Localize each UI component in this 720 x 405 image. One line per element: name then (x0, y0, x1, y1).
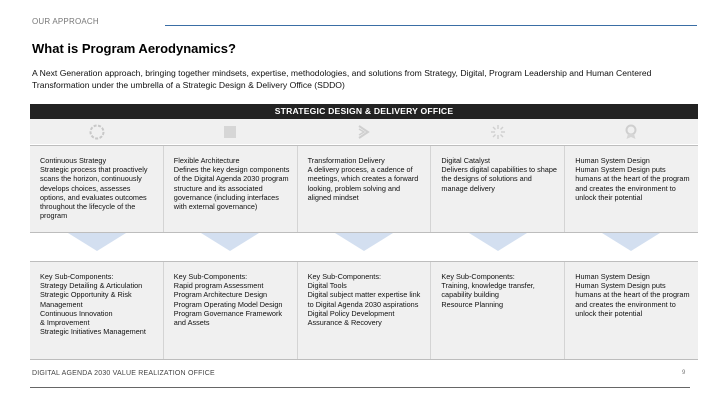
cell-line: Program Operating Model Design (173, 299, 283, 309)
footer-divider (30, 387, 690, 388)
icon-cell-1 (30, 119, 164, 144)
subcomponents-cell-human (565, 262, 698, 359)
cell-line: Continuous Innovation (40, 308, 113, 318)
icon-cell-2 (164, 119, 298, 144)
cell-line: Human System Design puts humans at the heart of the program and creates the environment to unlock their potential (575, 281, 690, 318)
description-cell-human (565, 146, 698, 232)
cell-line: Program Governance Framework and Assets (173, 308, 283, 328)
cell-line: Resource Planning (441, 299, 504, 309)
circle-ring-icon (88, 123, 106, 141)
section-label: OUR APPROACH (32, 17, 99, 26)
award-icon (622, 123, 640, 141)
office-banner: STRATEGIC DESIGN & DELIVERY OFFICE (30, 104, 698, 119)
description-cell-architecture (164, 146, 298, 232)
icon-cell-5 (564, 119, 698, 144)
description-cell-strategy (30, 146, 164, 232)
cell-line: Program Architecture Design (173, 290, 268, 300)
icon-cell-3 (297, 119, 431, 144)
cell-line: Human System Design (575, 272, 650, 281)
description-cell-catalyst (431, 146, 565, 232)
cell-line: Strategy Detailing & Articulation (40, 281, 143, 291)
down-arrow-icon (602, 233, 660, 251)
footer-office-label: DIGITAL AGENDA 2030 VALUE REALIZATION OFFICE (32, 370, 215, 377)
chevron-stripes-icon (355, 123, 373, 141)
cell-line: Digital Catalyst (441, 156, 491, 165)
cell-line: Key Sub-Components: (173, 272, 248, 281)
down-arrow-icon (469, 233, 527, 251)
divider-line (30, 359, 698, 360)
cell-line: Continuous Strategy (40, 156, 107, 165)
cell-line: Transformation Delivery (307, 156, 385, 165)
square-icon (221, 123, 239, 141)
icon-cell-4 (431, 119, 565, 144)
cell-line: & Improvement (40, 318, 90, 328)
cell-line: Key Sub-Components: (441, 272, 515, 281)
header-divider (165, 25, 697, 26)
cell-line: Key Sub-Components: (307, 272, 382, 281)
description-row (30, 146, 698, 232)
cell-line: Digital subject matter expertise link to Digital Agenda 2030 aspirations (307, 290, 421, 309)
subcomponents-cell-catalyst (431, 262, 565, 359)
subcomponents-cell-strategy (30, 262, 164, 359)
cell-line: Assurance & Recovery (307, 318, 382, 328)
down-arrow-icon (335, 233, 393, 251)
down-arrow-icon (68, 233, 126, 251)
cell-line: Rapid program Assessment (173, 281, 264, 291)
cell-line: Strategic process that proactively scans the horizon, continuously develops choices, assesses options, and evaluates outcomes throughout the lifecycle of the program (40, 165, 148, 221)
cell-line: Flexible Architecture (173, 156, 240, 165)
cell-line: Human System Design (575, 156, 650, 165)
page-subtitle: A Next Generation approach, bringing together mindsets, expertise, methodologies, and solutions from Strategy, Digital, Program Leadership and Human Centered Transformation under the umbrella of a Strategic Design & Delivery Office (SDDO) (32, 68, 652, 90)
cell-line: Digital Tools (307, 281, 347, 291)
cell-line: Digital Policy Development (307, 308, 395, 318)
down-arrow-icon (201, 233, 259, 251)
cell-line: Delivers digital capabilities to shape the designs of solutions and manage delivery (441, 165, 557, 193)
page-title: What is Program Aerodynamics? (32, 41, 236, 56)
cell-line: Strategic Initiatives Management (40, 327, 146, 337)
cell-line: Defines the key design components of the Digital Agenda 2030 program structure and its associated governance (including interfaces with external governance) (173, 165, 290, 212)
icon-row (30, 119, 698, 144)
subcomponents-cell-architecture (164, 262, 298, 359)
description-cell-delivery (298, 146, 432, 232)
cell-line: A delivery process, a cadence of meetings, which creates a forward looking, problem solving and aligned mindset (307, 165, 419, 202)
cell-line: Human System Design puts humans at the heart of the program and creates the environment to unlock their potential (575, 165, 690, 202)
page-number: 9 (682, 370, 686, 376)
cell-line: Training, knowledge transfer, capability building (441, 281, 535, 300)
subcomponents-row (30, 262, 698, 359)
arrow-row (30, 233, 698, 253)
subcomponents-cell-delivery (298, 262, 432, 359)
cell-line: Key Sub-Components: (40, 272, 114, 281)
sparkle-icon (489, 123, 507, 141)
cell-line: Strategic Opportunity & Risk Management (40, 290, 132, 309)
